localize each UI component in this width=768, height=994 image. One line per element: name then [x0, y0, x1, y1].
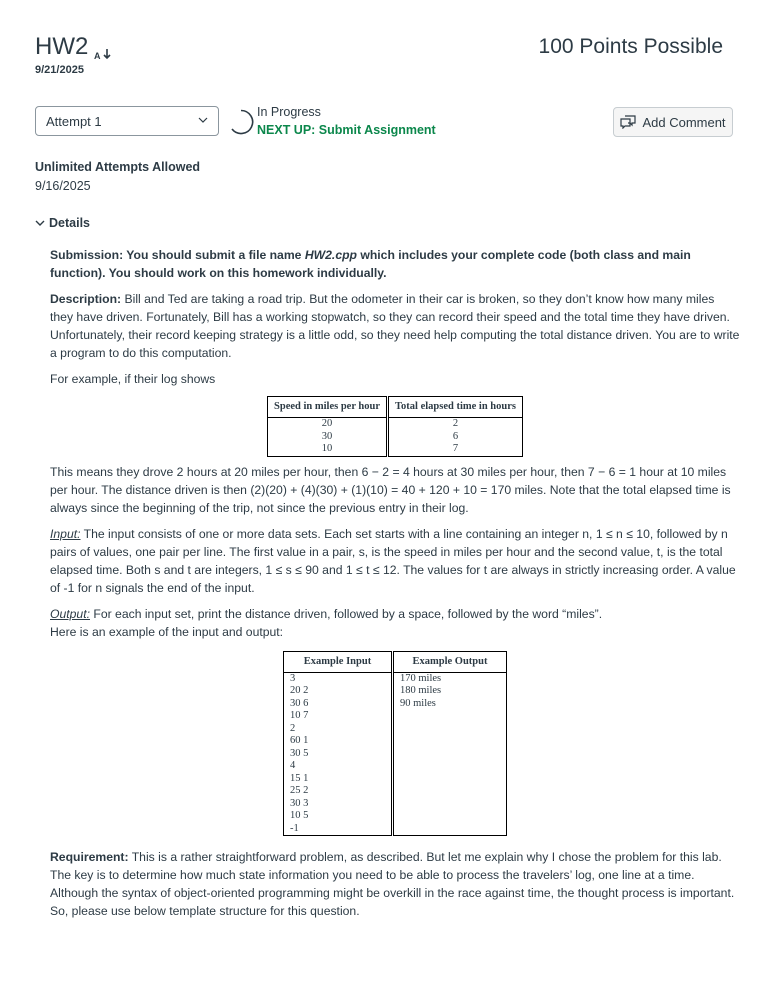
output-line: 170 miles [400, 672, 442, 684]
table-header: Total elapsed time in hours [388, 397, 523, 418]
explanation-paragraph: This means they drove 2 hours at 20 miles per hour, then 6 − 2 = 4 hours at 30 miles per hour, then 7 − 6 = 1 hour at 10 miles per hour. The distance driven is then (2)(20) + (4)(30) + (1)(10) = 40 + 120 + 10 = 170 miles. Note that the total elapsed time is always since the beginning of the trip, not since the previous entry in their log. [50, 464, 731, 515]
add-comment-label: Add Comment [642, 114, 726, 130]
attempts-info: Unlimited Attempts Allowed [35, 160, 201, 174]
table-cell: 20 [268, 418, 388, 431]
input-paragraph: Input: The input consists of one or more data sets. Each set starts with a line containing an integer n, 1 ≤ n ≤ 10, followed by n pairs of values, one pair per line. The first value in a pair, s, is the speed in miles per hour and the second value, t, is the total elapsed time. Both s and t are integers, 1 ≤ s ≤ 90 and 1 ≤ t ≤ 12. The values for t are always in strictly increasing order. A value of -1 for n signals the end of the input. [50, 526, 736, 595]
description-paragraph: Description: Bill and Ted are taking a road trip. But the odometer in their car is broken, so they don’t know how many miles they have driven. Fortunately, Bill has a working stopwatch, so they can record their speed and the total time they have driven. Unfortunately, their record keeping strategy is a little odd, so they need help computing the total distance driven. You are to write a program to do this computation. [50, 292, 740, 360]
submission-paragraph: Submission: You should submit a file name HW2.cpp which includes your complete code (both class and main function). You should work on this homework individually. [50, 248, 691, 280]
example-io-table [283, 651, 507, 837]
table-header: Speed in miles per hour [268, 397, 388, 418]
input-line: 10 5 [290, 810, 309, 821]
chevron-down-icon [198, 115, 208, 125]
comment-icon [620, 115, 636, 129]
table-row [268, 431, 523, 444]
input-line: 30 5 [290, 747, 309, 759]
output-line: 180 miles [400, 685, 442, 696]
table-row [268, 443, 523, 456]
next-up-text: NEXT UP: Submit Assignment [257, 123, 436, 137]
table-row [268, 418, 523, 431]
input-line: 20 2 [290, 685, 309, 696]
input-line: 15 1 [290, 772, 309, 784]
input-line: 30 3 [290, 797, 309, 809]
sort-alpha-icon[interactable] [94, 40, 112, 61]
attempt-select[interactable] [35, 106, 219, 136]
due-date: 9/21/2025 [35, 64, 84, 76]
input-line: 3 [290, 672, 296, 684]
table-cell: 10 [268, 443, 388, 456]
input-line: 30 6 [290, 697, 309, 709]
input-line: 2 [290, 722, 296, 734]
io-intro: Here is an example of the input and output: [50, 624, 284, 639]
table-header: Example Input [284, 651, 393, 672]
details-label: Details [49, 216, 90, 230]
table-cell: 30 [268, 431, 388, 444]
input-line: 10 7 [290, 710, 309, 721]
example-intro: For example, if their log shows [50, 372, 216, 386]
table-cell: 7 [388, 443, 523, 456]
table-header: Example Output [393, 651, 507, 672]
output-line: 90 miles [400, 697, 436, 709]
chevron-down-icon [35, 218, 45, 228]
details-toggle[interactable] [35, 216, 90, 230]
input-line: 4 [290, 760, 296, 771]
table-row [284, 672, 507, 836]
attempt-select-value: Attempt 1 [46, 113, 102, 129]
speed-log-table [267, 396, 523, 457]
status-text: In Progress [257, 105, 321, 119]
assignment-description [50, 246, 740, 928]
input-line: 25 2 [290, 785, 309, 796]
add-comment-button[interactable] [613, 107, 733, 137]
svg-text:A: A [94, 51, 101, 61]
table-cell: 2 [388, 418, 523, 431]
example-output-cell [393, 672, 507, 836]
progress-ring-icon [228, 109, 254, 135]
assignment-title-text: HW2 [35, 33, 89, 60]
available-date: 9/16/2025 [35, 179, 91, 193]
assignment-title [35, 33, 112, 61]
output-paragraph: Output: For each input set, print the distance driven, followed by a space, followed by the word “miles”. [50, 606, 603, 621]
table-cell: 6 [388, 431, 523, 444]
example-input-cell [284, 672, 393, 836]
requirement-paragraph: Requirement: This is a rather straightforward problem, as described. But let me explain why I chose the problem for this lab. The key is to determine how much state information you need to be able to process the travelers’ log, one line at a time. Although the syntax of object-oriented programming might be overkill in the race against time, the thought process is important. So, please use below template structure for this question. [50, 850, 735, 918]
input-line: 60 1 [290, 735, 309, 746]
input-line: -1 [290, 822, 299, 834]
points-possible: 100 Points Possible [538, 35, 723, 58]
